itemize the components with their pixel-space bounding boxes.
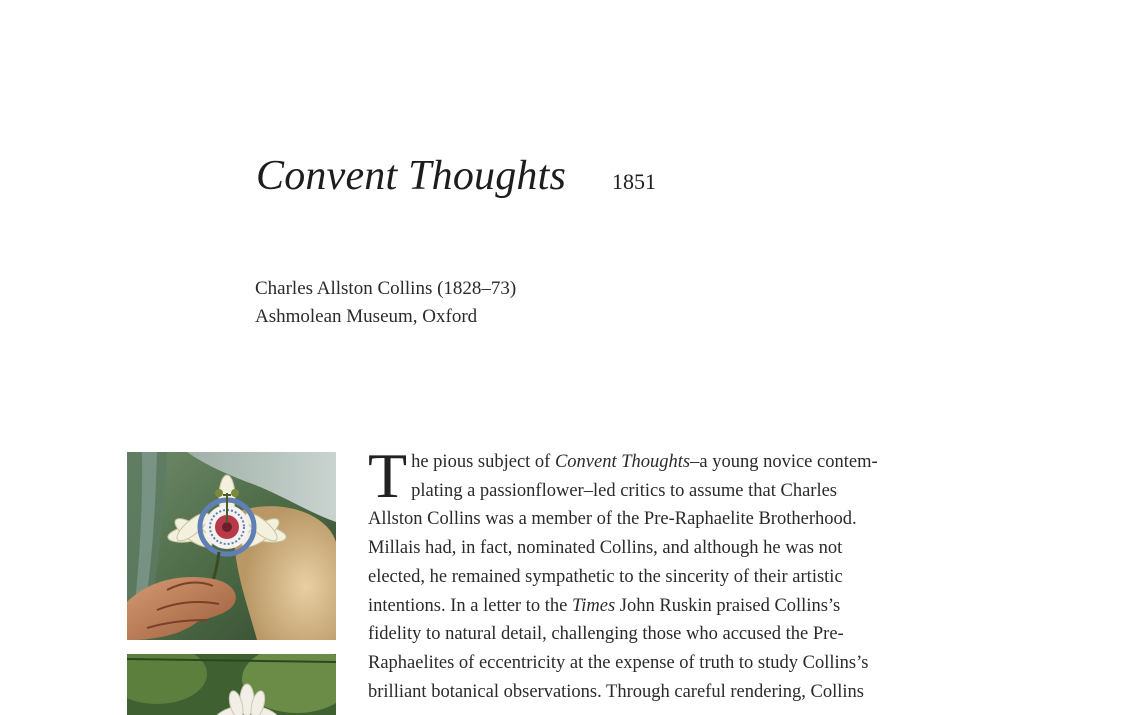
passionflower-detail-image bbox=[127, 452, 336, 640]
text-line: Allston Collins was a member of the Pre-Raphaelite Brotherhood. bbox=[368, 509, 857, 530]
text-line: plating a passionflower–led critics to assume that Charles bbox=[411, 480, 838, 501]
text-run: intentions. In a letter to the bbox=[368, 595, 572, 616]
drop-cap: T bbox=[368, 440, 408, 511]
credits-block bbox=[255, 275, 516, 331]
body-paragraph bbox=[368, 440, 883, 706]
italic-publication-ref: Times bbox=[571, 595, 616, 616]
text-line: fidelity to natural detail, challenging those who accused the Pre- bbox=[368, 624, 844, 645]
text-line: Millais had, in fact, nominated Collins, and although he was not bbox=[368, 538, 843, 559]
text-run: he pious subject of bbox=[411, 452, 555, 472]
text-line: Raphaelites of eccentricity at the expense of truth to study Collins’s bbox=[368, 652, 869, 673]
italic-title-ref: Convent Thoughts bbox=[554, 452, 691, 472]
water-lily-detail-image bbox=[127, 654, 336, 715]
text-line: brilliant botanical observations. Through careful rendering, Collins bbox=[368, 681, 864, 702]
museum-credit: Ashmolean Museum, Oxford bbox=[255, 306, 478, 327]
text-run: John Ruskin praised Collins’s bbox=[615, 595, 841, 616]
text-run: –a young novice contem- bbox=[690, 452, 878, 472]
artwork-year: 1851 bbox=[612, 169, 657, 194]
heading bbox=[256, 152, 656, 200]
artwork-title: Convent Thoughts bbox=[256, 153, 567, 199]
artist-credit: Charles Allston Collins (1828–73) bbox=[255, 278, 517, 299]
text-line bbox=[368, 448, 883, 477]
text-line: elected, he remained sympathetic to the sincerity of their artistic bbox=[368, 566, 843, 587]
text-line bbox=[368, 592, 883, 621]
